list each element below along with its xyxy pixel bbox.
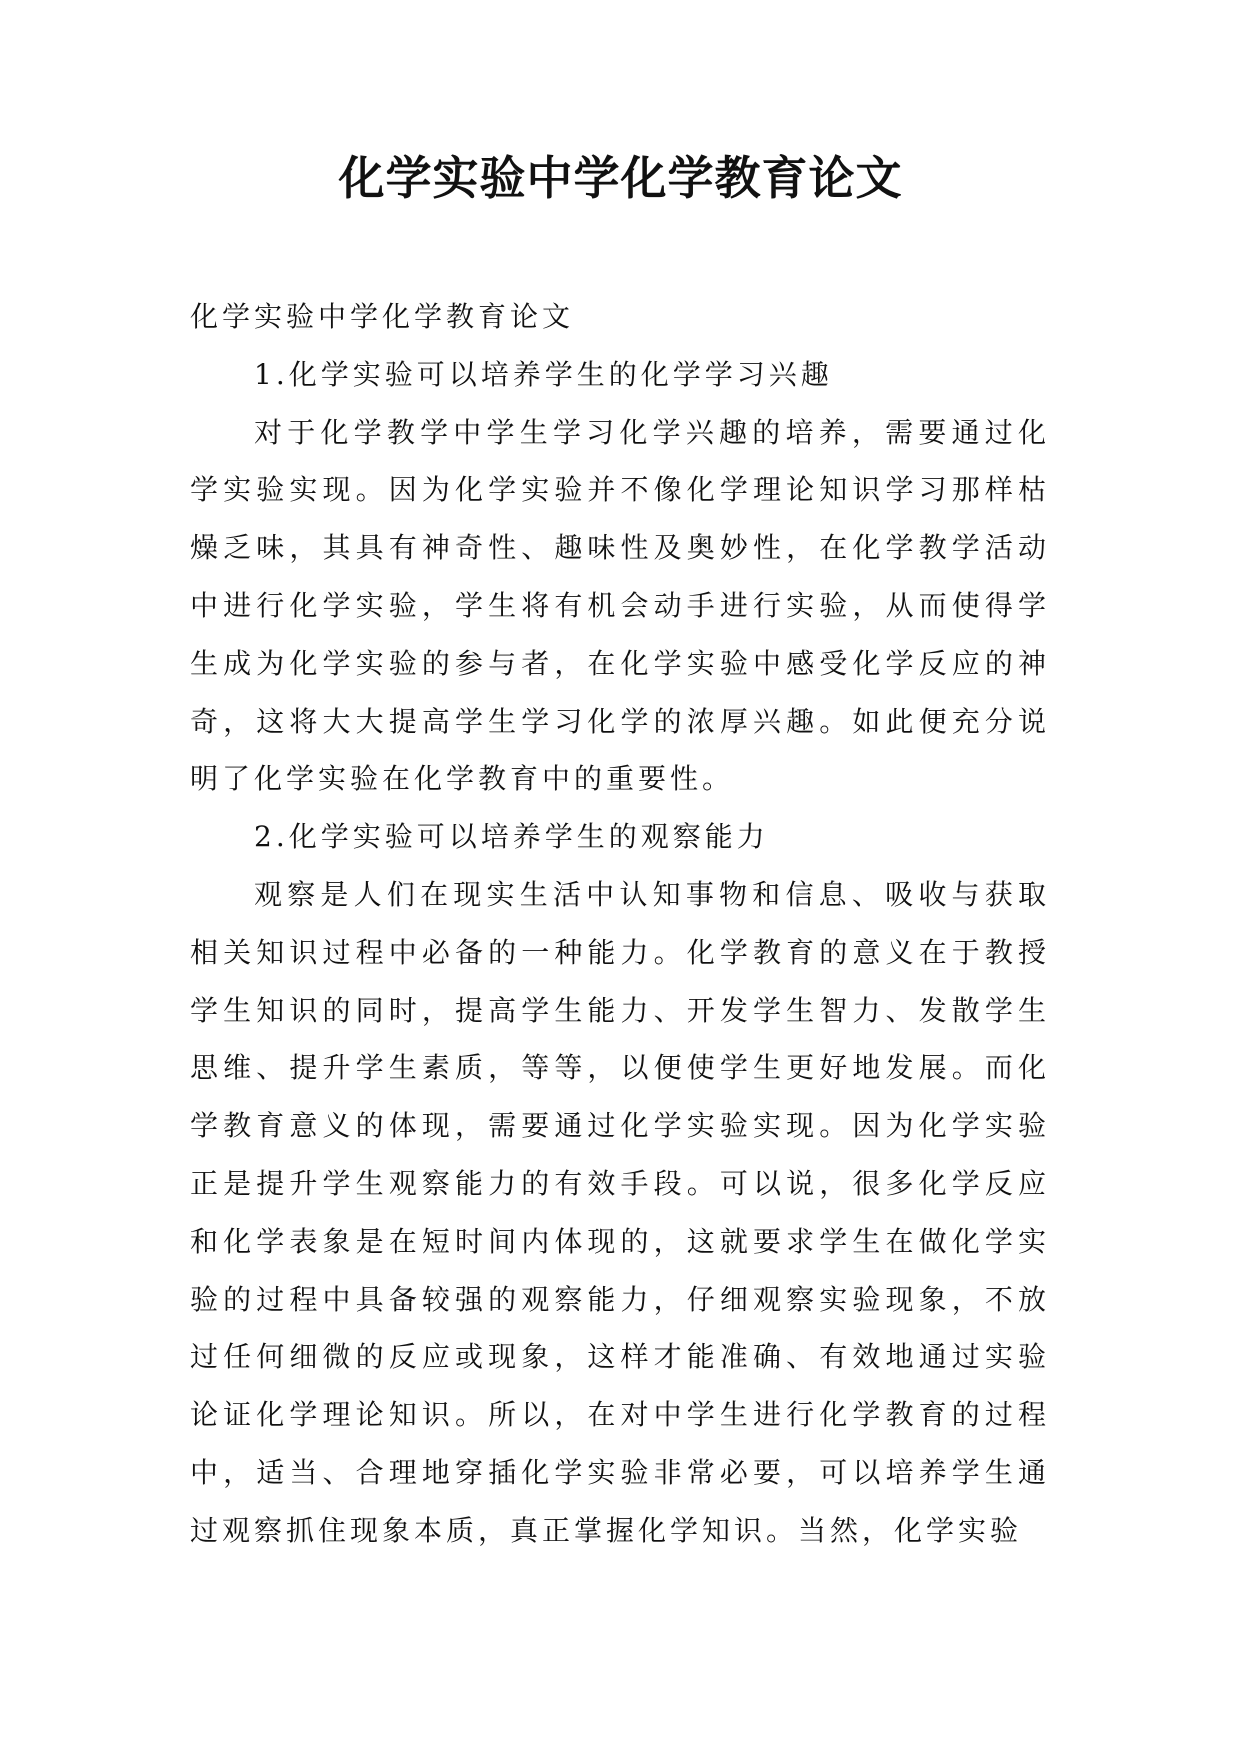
section-heading-1: 1.化学实验可以培养学生的化学学习兴趣: [254, 357, 833, 391]
document-body: [190, 288, 1050, 1560]
body-paragraph-1: 对于化学教学中学生学习化学兴趣的培养，需要通过化学实验实现。因为化学实验并不像化学理论知识学习那样枯燥乏味，其具有神奇性、趣味性及奥妙性，在化学教学活动中进行化学实验，学生将有机会动手进行实验，从而使得学生成为化学实验的参与者，在化学实验中感受化学反应的神奇，这将大大提高学生学习化学的浓厚兴趣。如此便充分说明了化学实验在化学教育中的重要性。: [190, 415, 1050, 796]
section-heading-2: 2.化学实验可以培养学生的观察能力: [254, 820, 769, 854]
subtitle-paragraph: 化学实验中学化学教育论文: [190, 300, 575, 333]
document-title: 化学实验中学化学教育论文: [338, 151, 903, 205]
body-paragraph-2: 观察是人们在现实生活中认知事物和信息、吸收与获取相关知识过程中必备的一种能力。化学教育的意义在于教授学生知识的同时，提高学生能力、开发学生智力、发散学生思维、提升学生素质，等等，以便使学生更好地发展。而化学教育意义的体现，需要通过化学实验实现。因为化学实验正是提升学生观察能力的有效手段。可以说，很多化学反应和化学表象是在短时间内体现的，这就要求学生在做化学实验的过程中具备较强的观察能力，仔细观察实验现象，不放过任何细微的反应或现象，这样才能准确、有效地通过实验论证化学理论知识。所以，在对中学生进行化学教育的过程中，适当、合理地穿插化学实验非常必要，可以培养学生通过观察抓住现象本质，真正掌握化学知识。当然，化学实验: [190, 877, 1050, 1547]
